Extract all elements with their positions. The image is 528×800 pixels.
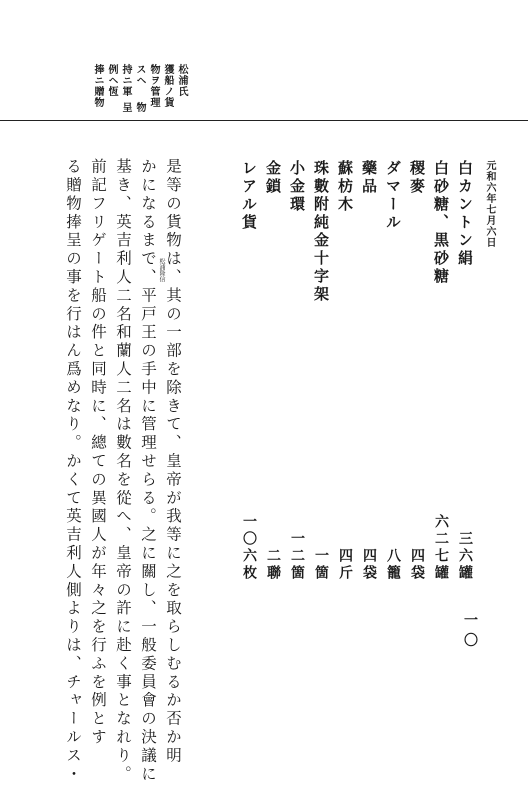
- note-line-6: 例ヘ恆: [106, 64, 117, 97]
- paragraph-line: かになるまで、平戸王の手中に管理せらる。之に關し、一般委員會の決議に: [139, 158, 157, 784]
- item-name: 小金環: [288, 160, 306, 214]
- page-number: 一〇: [464, 613, 478, 649]
- item-quantity: 四袋: [361, 548, 377, 582]
- note-line-1: 松浦氏: [176, 64, 187, 97]
- item-name: 白カントン絹: [456, 160, 474, 268]
- paragraph-line: 是等の貨物は、其の一部を除きて、皇帝が我等に之を取らしむるか否か明: [164, 158, 182, 766]
- item-name: 藥品: [360, 160, 378, 196]
- item-quantity: 四袋: [409, 548, 425, 582]
- item-quantity: 二聯: [265, 548, 281, 582]
- item-quantity: 八籠: [385, 548, 401, 582]
- item-quantity: 四斤: [337, 548, 353, 582]
- item-quantity: 三六罐: [457, 531, 473, 582]
- note-line-8: 呈: [120, 102, 131, 113]
- item-name: 蘇枋木: [336, 160, 354, 214]
- paragraph-line: 基き、英吉利人二名和蘭人二名は數名を從へ、皇帝の許に赴く事となれり。: [114, 158, 132, 784]
- item-quantity: 一箇: [313, 548, 329, 582]
- item-quantity: 一二箇: [289, 531, 305, 582]
- date-line: 元和六年七月六日: [484, 160, 495, 248]
- item-name: ダマール: [384, 160, 402, 232]
- note-line-7: 捧ニ贈物: [92, 64, 103, 108]
- item-name: 白砂糖、黒砂糖: [432, 160, 450, 286]
- paragraph-line: 前記フリゲート船の件と同時に、總ての異國人が年々之を行ふを例とす: [89, 158, 107, 747]
- item-name: 金鎖: [264, 160, 282, 196]
- note-line-3: 物ヲ管理: [148, 64, 159, 108]
- note-line-4: スヘ: [134, 64, 145, 86]
- item-name: レアル貨: [240, 160, 258, 232]
- paragraph-line: る贈物捧呈の事を行はん爲めなり。かくて英吉利人側よりは、チャールス・: [64, 158, 82, 784]
- inline-annotation: 松浦隆信: [158, 258, 165, 282]
- item-name: 稷麥: [408, 160, 426, 196]
- note-line-9: 物: [134, 102, 145, 113]
- item-name: 珠數附純金十字架: [312, 160, 330, 304]
- note-line-2: 獲船ノ貨: [162, 64, 173, 108]
- note-line-5: 持ニ軍: [120, 64, 131, 97]
- item-quantity: 六二七罐: [433, 514, 449, 582]
- item-quantity: 一〇六枚: [241, 514, 257, 582]
- header-rule: [0, 120, 528, 121]
